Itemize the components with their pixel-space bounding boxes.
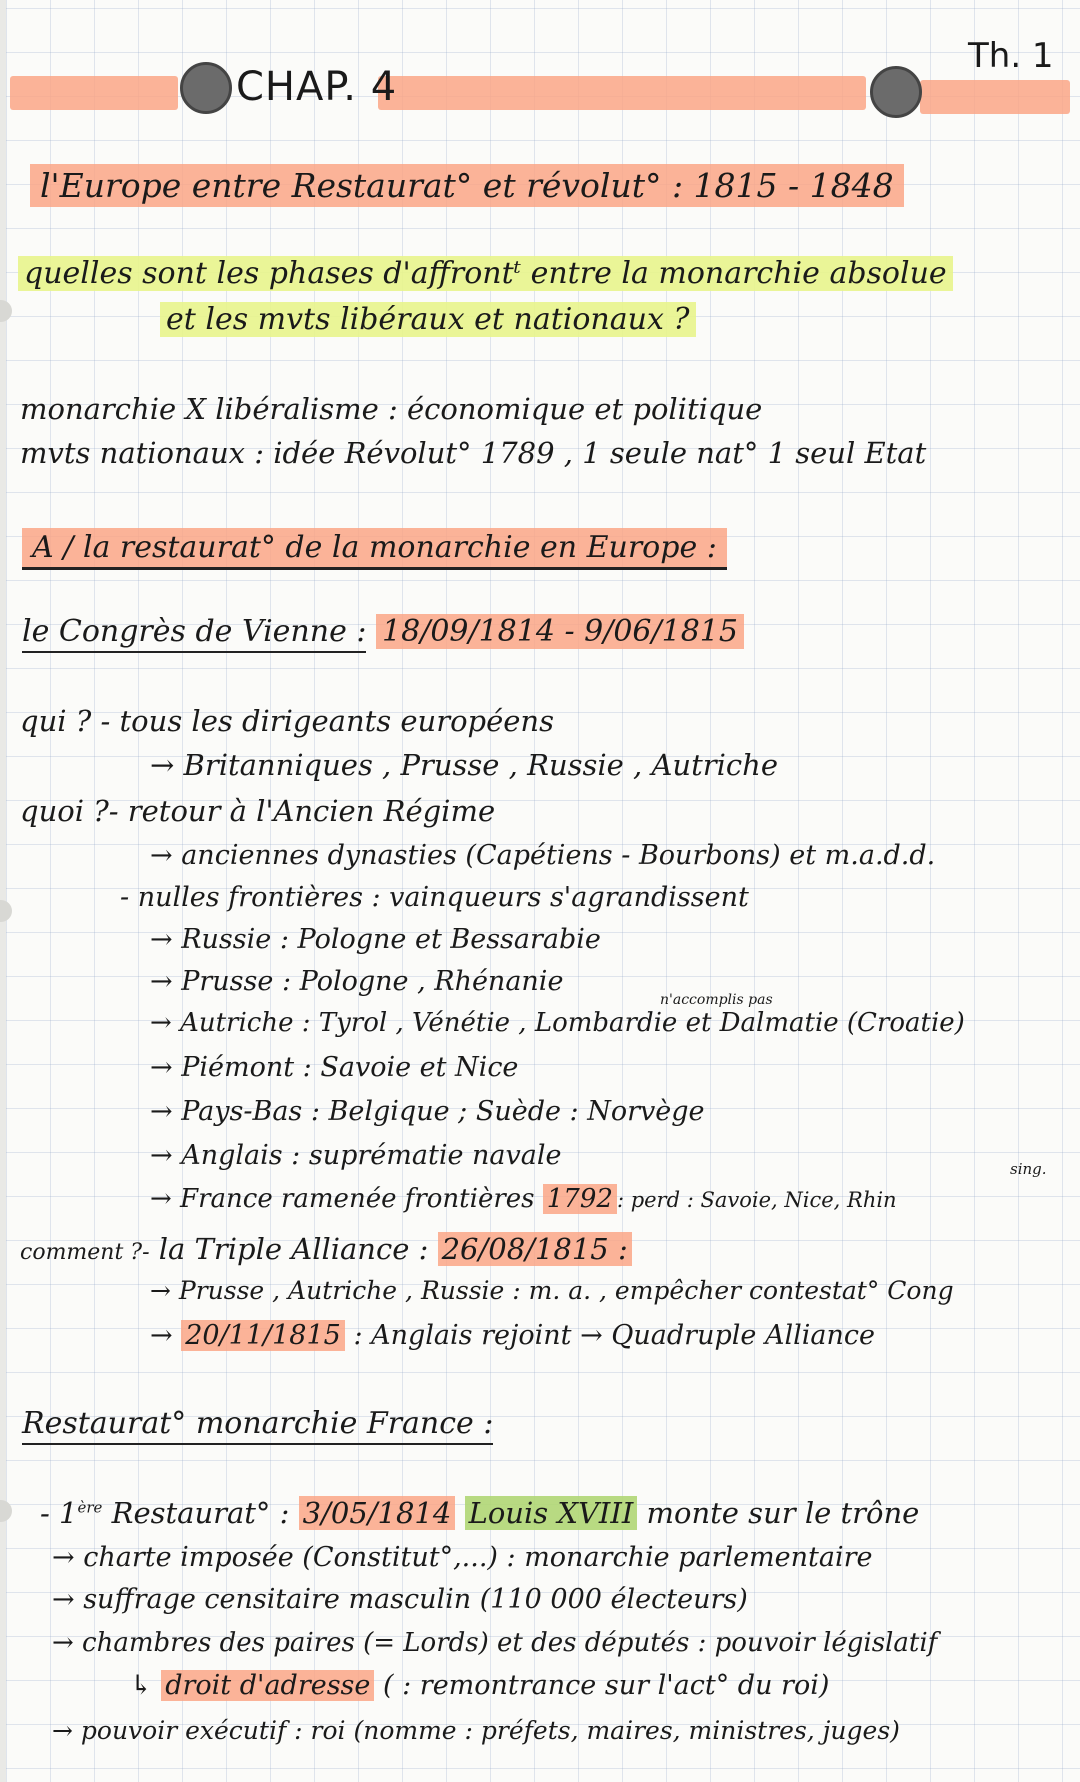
first-text: Restaurat° : — [111, 1496, 290, 1530]
france-note: sing. — [1010, 1160, 1047, 1178]
gain-item: → Prusse : Pologne , Rhénanie — [150, 966, 564, 997]
section-a-heading: A / la restaurat° de la monarchie en Europe : — [22, 528, 727, 570]
gain-item: → Pays-Bas : Belgique ; Suède : Norvège — [150, 1096, 705, 1127]
question-line-2: et les mvts libéraux et nationaux ? — [160, 302, 696, 337]
document-title: l'Europe entre Restaurat° et révolut° : 1815 - 1848 — [30, 164, 904, 207]
binder-hole — [0, 300, 12, 322]
comment-sub-2-date: 20/11/1815 — [181, 1320, 345, 1351]
intro-line-1: monarchie X libéralisme : économique et politique — [20, 392, 763, 426]
qui-line — [20, 704, 554, 738]
gain-item: → Autriche : Tyrol , Vénétie , Lombardie et Dalmatie (Croatie) — [150, 1008, 965, 1038]
restauration-item: → chambres des paires (= Lords) et des députés : pouvoir législatif — [52, 1628, 938, 1658]
quoi-sub-2: - nulles frontières : vainqueurs s'agrandissent — [120, 882, 749, 913]
qui-sub: → Britanniques , Prusse , Russie , Autriche — [150, 748, 778, 782]
gain-item: → Anglais : suprématie navale — [150, 1140, 562, 1171]
france-suffix: : perd : Savoie, Nice, Rhin — [616, 1188, 897, 1212]
france-line — [150, 1184, 897, 1214]
intro-line-2: mvts nationaux : idée Révolut° 1789 , 1 seule nat° 1 seul Etat — [20, 436, 927, 470]
gain-item: → Piémont : Savoie et Nice — [150, 1052, 519, 1083]
chapter-title: CHAP. 4 — [236, 64, 398, 110]
first-suffix: monte sur le trône — [646, 1496, 920, 1530]
comment-label: comment ?- — [20, 1240, 150, 1265]
circle-marker-right — [870, 66, 922, 118]
gain-item: → Russie : Pologne et Bessarabie — [150, 924, 601, 955]
france-prefix: → France ramenée frontières — [150, 1184, 535, 1214]
first-date: 3/05/1814 — [299, 1496, 456, 1530]
adresse-line — [130, 1670, 829, 1701]
header-bar-right — [920, 80, 1070, 114]
qui-text: tous les dirigeants européens — [119, 704, 554, 738]
lombardie-note: n'accomplis pas — [660, 992, 773, 1008]
comment-text: la Triple Alliance : — [158, 1232, 429, 1266]
executif-line: → pouvoir exécutif : roi (nomme : préfets, maires, ministres, juges) — [52, 1716, 900, 1745]
first-king: Louis XVIII — [465, 1496, 638, 1530]
comment-date: 26/08/1815 : — [438, 1232, 632, 1266]
header-bar-left — [10, 76, 178, 110]
question-line-1: quelles sont les phases d'affrontᵗ entre la monarchie absolue — [18, 256, 953, 291]
binder-hole — [0, 1500, 12, 1522]
restauration-item: → suffrage censitaire masculin (110 000 électeurs) — [52, 1584, 748, 1615]
france-date: 1792 — [543, 1184, 617, 1214]
comment-line — [20, 1232, 632, 1266]
quoi-text: retour à l'Ancien Régime — [127, 794, 496, 828]
circle-marker-left — [180, 62, 232, 114]
adresse-prefix: ↳ — [130, 1670, 153, 1701]
restauration-item: → charte imposée (Constitut°,...) : monarchie parlementaire — [52, 1542, 873, 1573]
theme-label: Th. 1 — [968, 36, 1054, 76]
header-bar-middle — [378, 76, 866, 110]
adresse-suffix: ( : remontrance sur l'act° du roi) — [383, 1670, 830, 1701]
restauration-heading: Restaurat° monarchie France : — [22, 1406, 493, 1445]
congres-label: le Congrès de Vienne : — [22, 614, 366, 653]
first-sup: ère — [77, 1498, 103, 1517]
congres-line — [22, 614, 744, 649]
qui-label: qui ? - — [20, 704, 111, 738]
quoi-sub-1: → anciennes dynasties (Capétiens - Bourbons) et m.a.d.d. — [150, 840, 936, 871]
quoi-line — [20, 794, 495, 828]
comment-sub-2-text: : Anglais rejoint → Quadruple Alliance — [353, 1320, 875, 1351]
binder-hole — [0, 900, 12, 922]
first-prefix: - 1 — [40, 1496, 78, 1530]
adresse-highlight: droit d'adresse — [161, 1670, 374, 1701]
first-restauration-line — [40, 1496, 919, 1530]
comment-sub-2: → 20/11/1815 : Anglais rejoint → Quadruple Alliance — [150, 1320, 875, 1351]
comment-sub-1: → Prusse , Autriche , Russie : m. a. , empêcher contestat° Cong — [150, 1276, 954, 1305]
congres-dates: 18/09/1814 - 9/06/1815 — [376, 614, 744, 649]
quoi-label: quoi ?- — [20, 794, 119, 828]
